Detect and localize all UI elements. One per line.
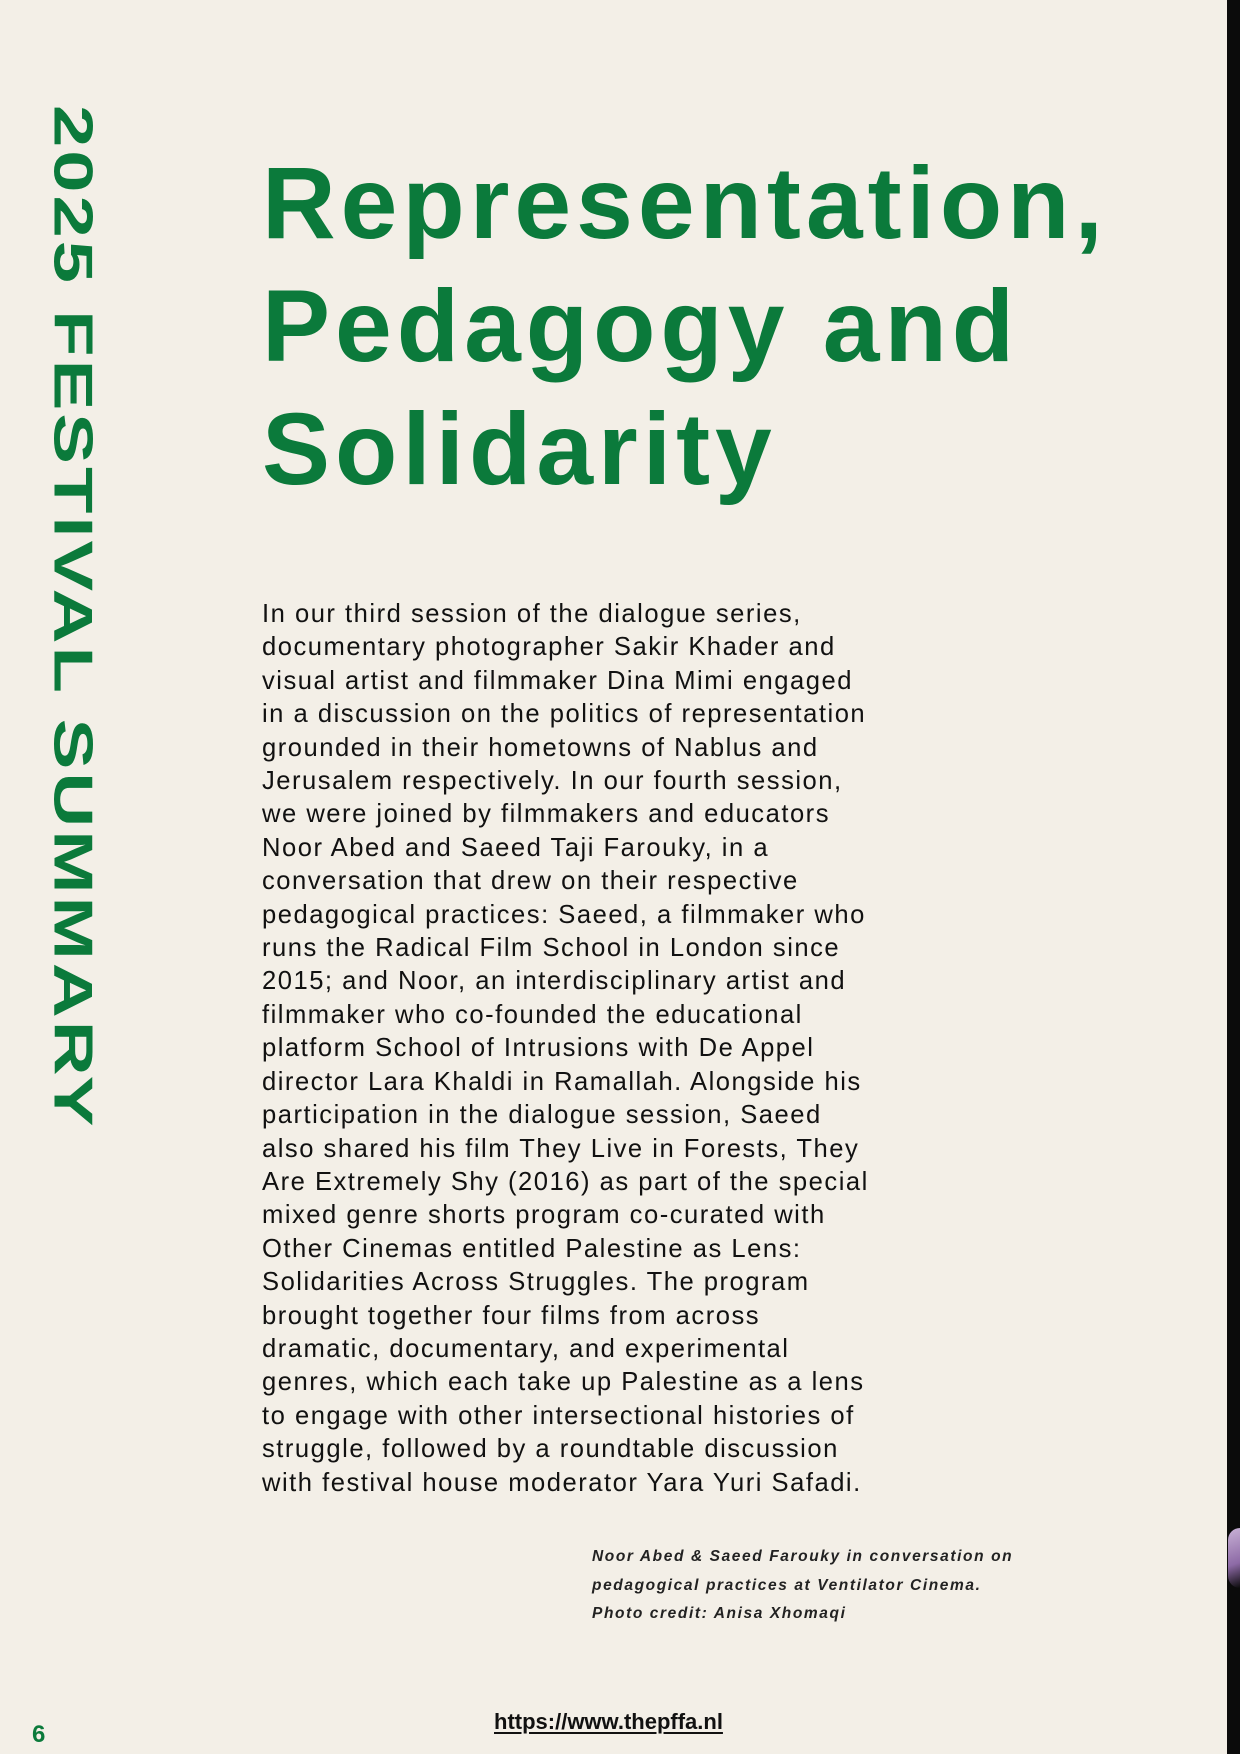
body-line: we were joined by filmmakers and educators bbox=[262, 800, 831, 829]
body-line: Are Extremely Shy (2016) as part of the special bbox=[262, 1167, 869, 1196]
headline-line: Representation, bbox=[262, 146, 1108, 260]
page-headline bbox=[262, 142, 1192, 511]
body-line: genres, which each take up Palestine as a lens bbox=[262, 1368, 865, 1397]
body-line: director Lara Khaldi in Ramallah. Alongside his bbox=[262, 1067, 862, 1096]
headline-line: Pedagogy and bbox=[262, 269, 1020, 383]
body-line: platform School of Intrusions with De Appel bbox=[262, 1034, 815, 1063]
page-number: 6 bbox=[32, 1721, 46, 1748]
body-line: to engage with other intersectional histories of bbox=[262, 1401, 855, 1430]
body-line: Jerusalem respectively. In our fourth session, bbox=[262, 767, 843, 796]
body-line: also shared his film They Live in Forests, They bbox=[262, 1134, 860, 1163]
body-line: runs the Radical Film School in London since bbox=[262, 934, 841, 963]
body-line: In our third session of the dialogue series, bbox=[262, 600, 802, 628]
side-section-title: 2025 FESTIVAL SUMMARY bbox=[42, 105, 104, 1130]
body-line: in a discussion on the politics of representation bbox=[262, 700, 867, 729]
caption-line: Photo credit: Anisa Xhomaqi bbox=[592, 1605, 847, 1622]
body-line: pedagogical practices: Saeed, a filmmaker who bbox=[262, 900, 866, 929]
body-line: struggle, followed by a roundtable discussion bbox=[262, 1435, 839, 1464]
caption-line: Noor Abed & Saeed Farouky in conversation on bbox=[592, 1548, 1014, 1565]
body-line: dramatic, documentary, and experimental bbox=[262, 1334, 790, 1363]
website-link[interactable]: https://www.thepffa.nl bbox=[494, 1709, 723, 1734]
headline-line: Solidarity bbox=[262, 392, 777, 506]
body-line: filmmaker who co-founded the educational bbox=[262, 1000, 803, 1029]
caption-line: pedagogical practices at Ventilator Cinema. bbox=[592, 1576, 982, 1594]
body-line: mixed genre shorts program co-curated with bbox=[262, 1201, 826, 1230]
body-line: grounded in their hometowns of Nablus and bbox=[262, 733, 819, 762]
body-paragraph bbox=[262, 598, 1062, 1500]
body-line: participation in the dialogue session, Saeed bbox=[262, 1101, 822, 1130]
right-edge-strip bbox=[1227, 0, 1240, 1754]
body-line: Solidarities Across Struggles. The program bbox=[262, 1268, 810, 1297]
body-line: visual artist and filmmaker Dina Mimi engaged bbox=[262, 666, 853, 695]
body-line: 2015; and Noor, an interdisciplinary artist and bbox=[262, 967, 847, 996]
body-line: conversation that drew on their respective bbox=[262, 867, 799, 896]
body-line: with festival house moderator Yara Yuri Safadi. bbox=[262, 1468, 862, 1497]
photo-edge-fragment bbox=[1228, 1528, 1240, 1588]
photo-caption bbox=[592, 1543, 1092, 1629]
body-line: brought together four films from across bbox=[262, 1301, 761, 1330]
body-line: documentary photographer Sakir Khader and bbox=[262, 633, 836, 662]
body-line: Other Cinemas entitled Palestine as Lens: bbox=[262, 1234, 802, 1263]
body-line: Noor Abed and Saeed Taji Farouky, in a bbox=[262, 833, 770, 862]
